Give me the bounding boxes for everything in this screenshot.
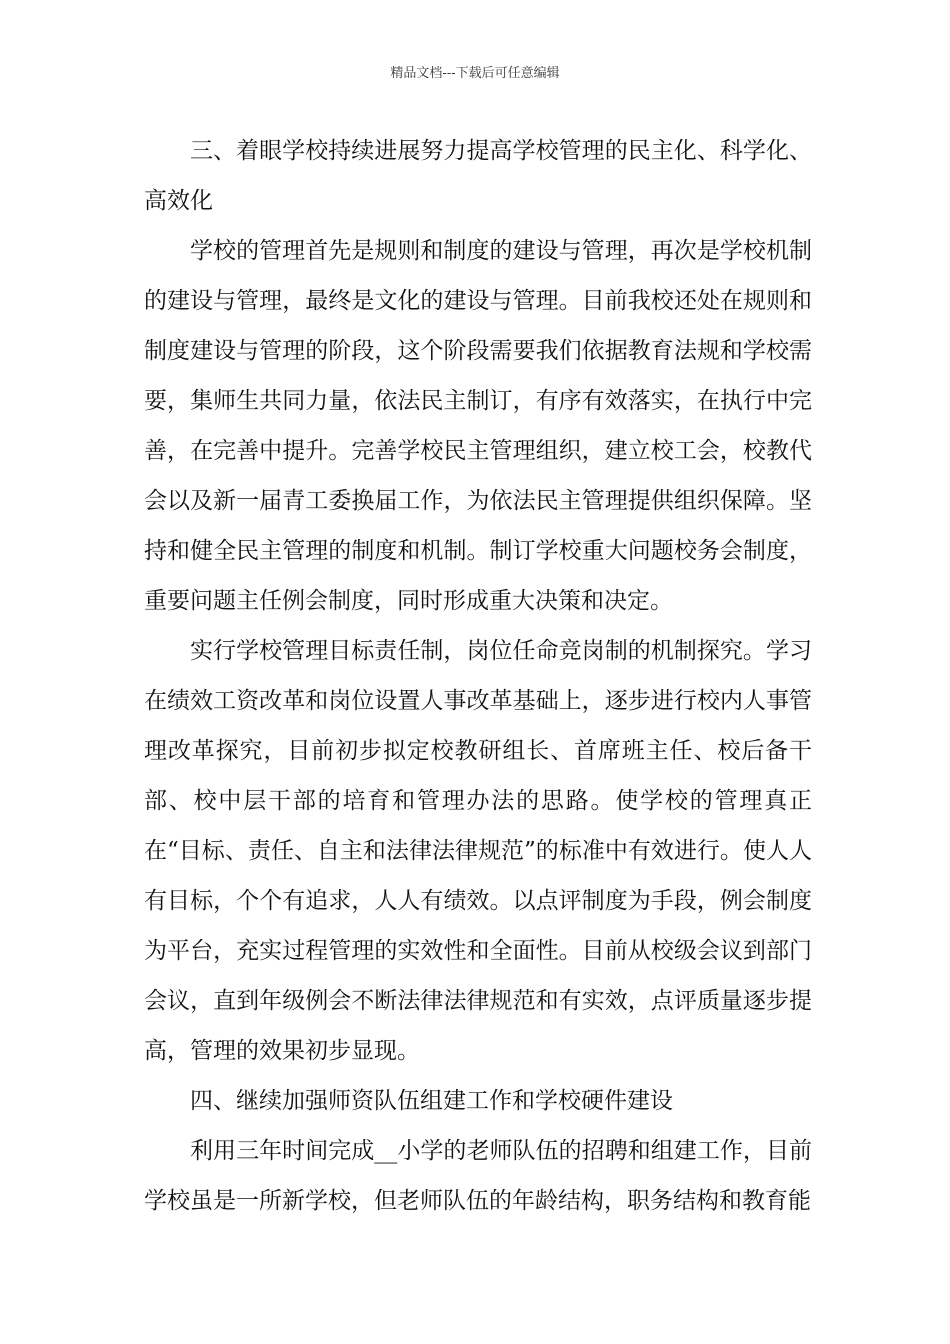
paragraph: 利用三年时间完成__小学的老师队伍的招聘和组建工作，目前学校虽是一所新学校，但老师队伍的年龄结构，职务结构和教育能 — [144, 1138, 812, 1214]
paragraph: 实行学校管理目标责任制，岗位任命竞岗制的机制探究。学习在绩效工资改革和岗位设置人事改革基础上，逐步进行校内人事管理改革探究，目前初步拟定校教研组长、首席班主任、校后备干部、校中层干部的培育和管理办法的思路。使学校的管理真正在“目标、责任、自主和法律法律规范”的标准中有效进行。使人人有目标，个个有追求，人人有绩效。以点评制度为手段，例会制度为平台，充实过程管理的实效性和全面性。目前从校级会议到部门会议，直到年级例会不断法律法律规范和有实效，点评质量逐步提高，管理的效果初步显现。 — [144, 638, 812, 1064]
paragraph: 学校的管理首先是规则和制度的建设与管理，再次是学校机制的建设与管理，最终是文化的建设与管理。目前我校还处在规则和制度建设与管理的阶段，这个阶段需要我们依据教育法规和学校需要，集师生共同力量，依法民主制订，有序有效落实，在执行中完善，在完善中提升。完善学校民主管理组织，建立校工会，校教代会以及新一届青工委换届工作，为依法民主管理提供组织保障。坚持和健全民主管理的制度和机制。制订学校重大问题校务会制度，重要问题主任例会制度，同时形成重大决策和决定。 — [144, 238, 812, 614]
section-heading-4: 四、继续加强师资队伍组建工作和学校硬件建设 — [190, 1088, 673, 1114]
section-heading-3: 三、着眼学校持续进展努力提高学校管理的民主化、科学化、高效化 — [144, 138, 812, 214]
document-body — [144, 126, 812, 1226]
page-header: 精品文档---下载后可任意编辑 — [390, 66, 560, 81]
